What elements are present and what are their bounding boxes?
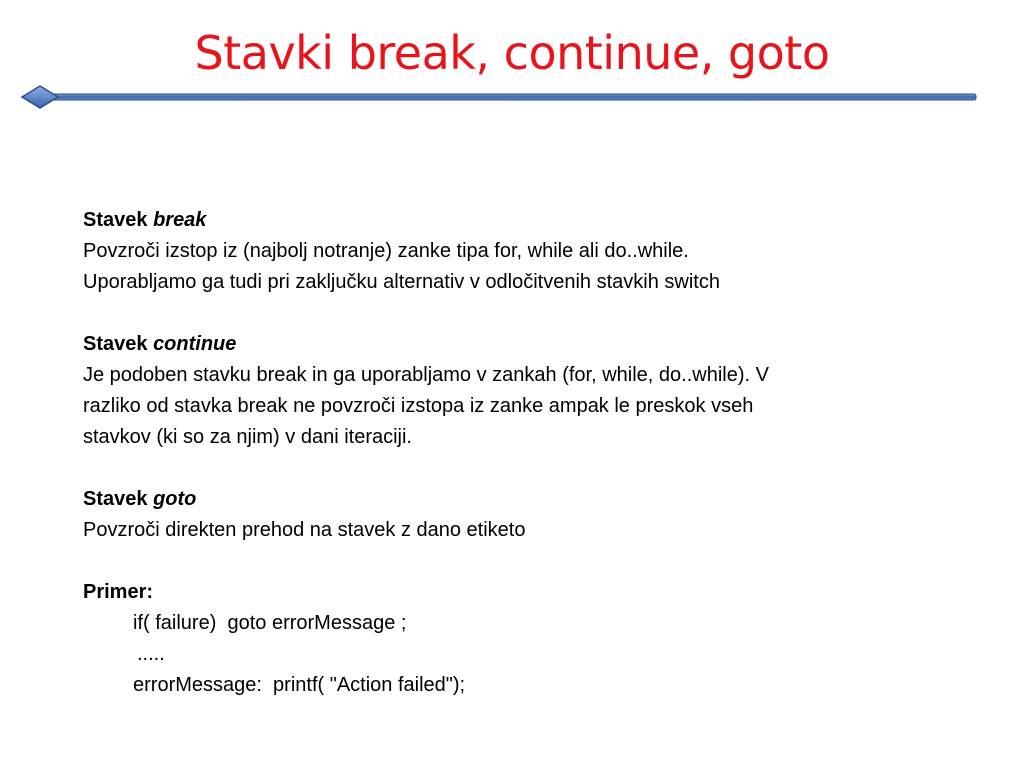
slide-title: Stavki break, continue, goto (194, 26, 830, 80)
section-heading (83, 205, 983, 236)
body-line: razliko od stavka break ne povzroči izstopa iz zanke ampak le preskok vseh (83, 395, 754, 417)
example-heading: Primer: (83, 581, 154, 603)
heading-prefix: Stavek (83, 333, 154, 355)
body-line: stavkov (ki so za njim) v dani iteraciji. (83, 426, 412, 448)
slide-body (83, 205, 983, 701)
heading-keyword: continue (153, 333, 237, 355)
code-line: if( failure) goto errorMessage ; (133, 612, 407, 634)
section-heading (83, 484, 983, 515)
section-heading (83, 329, 983, 360)
heading-prefix: Stavek (83, 209, 154, 231)
body-line: Uporabljamo ga tudi pri zaključku alternativ v odločitvenih stavkih switch (83, 271, 720, 293)
heading-prefix: Stavek (83, 488, 154, 510)
heading-keyword: break (153, 209, 207, 231)
code-line: errorMessage: printf( "Action failed"); (133, 674, 466, 696)
section-break (83, 205, 983, 298)
body-line: Povzroči izstop iz (najbolj notranje) zanke tipa for, while ali do..while. (83, 240, 689, 262)
code-line: ..... (137, 643, 165, 665)
divider-diamond-icon (22, 86, 58, 108)
section-goto (83, 484, 983, 546)
title-divider (18, 84, 980, 110)
section-continue (83, 329, 983, 453)
divider-bar (48, 94, 976, 100)
section-example (83, 577, 983, 701)
heading-keyword: goto (153, 488, 197, 510)
body-line: Povzroči direkten prehod na stavek z dano etiketo (83, 519, 526, 541)
body-line: Je podoben stavku break in ga uporabljamo v zankah (for, while, do..while). V (83, 364, 769, 386)
